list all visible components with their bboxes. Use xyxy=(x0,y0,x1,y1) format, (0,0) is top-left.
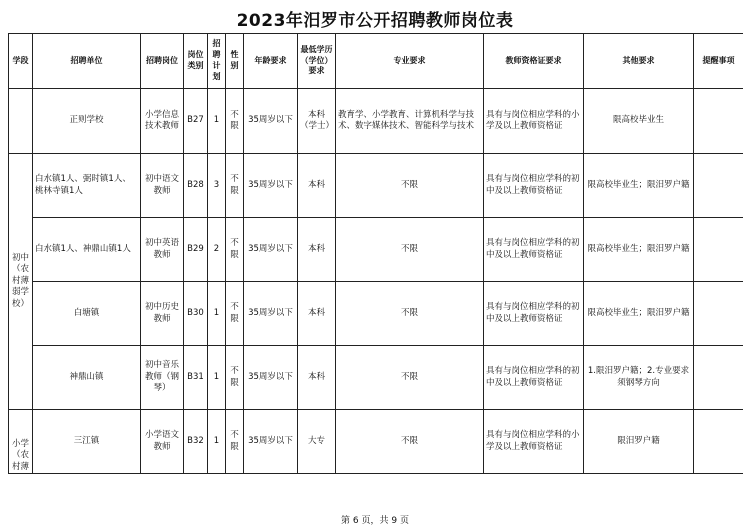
post-cell: 初中音乐教师（钢琴） xyxy=(141,346,184,410)
age-cell: 35周岁以下 xyxy=(244,410,298,474)
plan-cell: 3 xyxy=(208,154,226,218)
table-row xyxy=(9,154,744,218)
age-cell: 35周岁以下 xyxy=(244,282,298,346)
age-cell: 35周岁以下 xyxy=(244,89,298,154)
post-cell: 初中语文教师 xyxy=(141,154,184,218)
plan-cell: 1 xyxy=(208,346,226,410)
code-cell: B28 xyxy=(184,154,208,218)
gender-cell: 不限 xyxy=(226,346,244,410)
plan-cell: 1 xyxy=(208,410,226,474)
header-plan: 招聘计划 xyxy=(208,34,226,89)
table-header-row xyxy=(9,34,744,89)
plan-cell: 2 xyxy=(208,218,226,282)
other-cell: 限汨罗户籍 xyxy=(584,410,694,474)
unit-cell: 正则学校 xyxy=(33,89,141,154)
edu-cell: 本科 xyxy=(298,154,336,218)
header-other: 其他要求 xyxy=(584,34,694,89)
header-note: 提醒事项 xyxy=(694,34,744,89)
major-cell: 不限 xyxy=(336,282,484,346)
code-cell: B27 xyxy=(184,89,208,154)
cert-cell: 具有与岗位相应学科的初中及以上教师资格证 xyxy=(484,218,584,282)
post-cell: 小学信息技术教师 xyxy=(141,89,184,154)
edu-cell: 本科（学士） xyxy=(298,89,336,154)
cert-cell: 具有与岗位相应学科的小学及以上教师资格证 xyxy=(484,410,584,474)
gender-cell: 不限 xyxy=(226,154,244,218)
post-cell: 小学语文教师 xyxy=(141,410,184,474)
header-post: 招聘岗位 xyxy=(141,34,184,89)
other-cell: 限高校毕业生 xyxy=(584,89,694,154)
table-row xyxy=(9,218,744,282)
table-row xyxy=(9,346,744,410)
header-stage: 学段 xyxy=(9,34,33,89)
header-gender: 性别 xyxy=(226,34,244,89)
plan-cell: 1 xyxy=(208,89,226,154)
major-cell: 不限 xyxy=(336,346,484,410)
unit-cell: 白水镇1人、神鼎山镇1人 xyxy=(33,218,141,282)
major-cell: 不限 xyxy=(336,218,484,282)
header-unit: 招聘单位 xyxy=(33,34,141,89)
cert-cell: 具有与岗位相应学科的初中及以上教师资格证 xyxy=(484,154,584,218)
note-cell xyxy=(694,89,744,154)
plan-cell: 1 xyxy=(208,282,226,346)
other-cell: 限高校毕业生；限汨罗户籍 xyxy=(584,282,694,346)
unit-cell: 白水镇1人、弼时镇1人、桃林寺镇1人 xyxy=(33,154,141,218)
note-cell xyxy=(694,410,744,474)
age-cell: 35周岁以下 xyxy=(244,346,298,410)
cert-cell: 具有与岗位相应学科的初中及以上教师资格证 xyxy=(484,282,584,346)
age-cell: 35周岁以下 xyxy=(244,154,298,218)
gender-cell: 不限 xyxy=(226,282,244,346)
page-footer: 第 6 页，共 9 页 xyxy=(341,516,409,526)
note-cell xyxy=(694,154,744,218)
cert-cell: 具有与岗位相应学科的小学及以上教师资格证 xyxy=(484,89,584,154)
edu-cell: 本科 xyxy=(298,346,336,410)
header-age: 年龄要求 xyxy=(244,34,298,89)
stage-group-junior: 初中（农村薄弱学校） xyxy=(9,154,33,410)
code-cell: B31 xyxy=(184,346,208,410)
post-cell: 初中历史教师 xyxy=(141,282,184,346)
post-cell: 初中英语教师 xyxy=(141,218,184,282)
recruitment-table-container xyxy=(8,33,743,476)
code-cell: B30 xyxy=(184,282,208,346)
stage-cell-empty xyxy=(9,89,33,154)
edu-cell: 本科 xyxy=(298,218,336,282)
edu-cell: 本科 xyxy=(298,282,336,346)
edu-cell: 大专 xyxy=(298,410,336,474)
gender-cell: 不限 xyxy=(226,218,244,282)
cert-cell: 具有与岗位相应学科的初中及以上教师资格证 xyxy=(484,346,584,410)
note-cell xyxy=(694,346,744,410)
other-cell: 限高校毕业生；限汨罗户籍 xyxy=(584,218,694,282)
major-cell: 不限 xyxy=(336,154,484,218)
other-cell: 1.限汨罗户籍；2.专业要求须钢琴方向 xyxy=(584,346,694,410)
gender-cell: 不限 xyxy=(226,89,244,154)
stage-group-primary: 小学（农村薄 xyxy=(9,410,33,474)
note-cell xyxy=(694,282,744,346)
note-cell xyxy=(694,218,744,282)
header-code: 岗位类别 xyxy=(184,34,208,89)
code-cell: B29 xyxy=(184,218,208,282)
major-cell: 不限 xyxy=(336,410,484,474)
unit-cell: 三江镇 xyxy=(33,410,141,474)
table-row xyxy=(9,410,744,474)
code-cell: B32 xyxy=(184,410,208,474)
header-edu: 最低学历（学位）要求 xyxy=(298,34,336,89)
page-title: 2023年汨罗市公开招聘教师岗位表 xyxy=(236,11,514,31)
recruitment-table xyxy=(8,33,743,474)
header-cert: 教师资格证要求 xyxy=(484,34,584,89)
unit-cell: 神鼎山镇 xyxy=(33,346,141,410)
gender-cell: 不限 xyxy=(226,410,244,474)
table-row xyxy=(9,89,744,154)
age-cell: 35周岁以下 xyxy=(244,218,298,282)
major-cell: 教育学、小学教育、计算机科学与技术、数字媒体技术、智能科学与技术 xyxy=(336,89,484,154)
header-major: 专业要求 xyxy=(336,34,484,89)
unit-cell: 白塘镇 xyxy=(33,282,141,346)
other-cell: 限高校毕业生；限汨罗户籍 xyxy=(584,154,694,218)
table-row xyxy=(9,282,744,346)
